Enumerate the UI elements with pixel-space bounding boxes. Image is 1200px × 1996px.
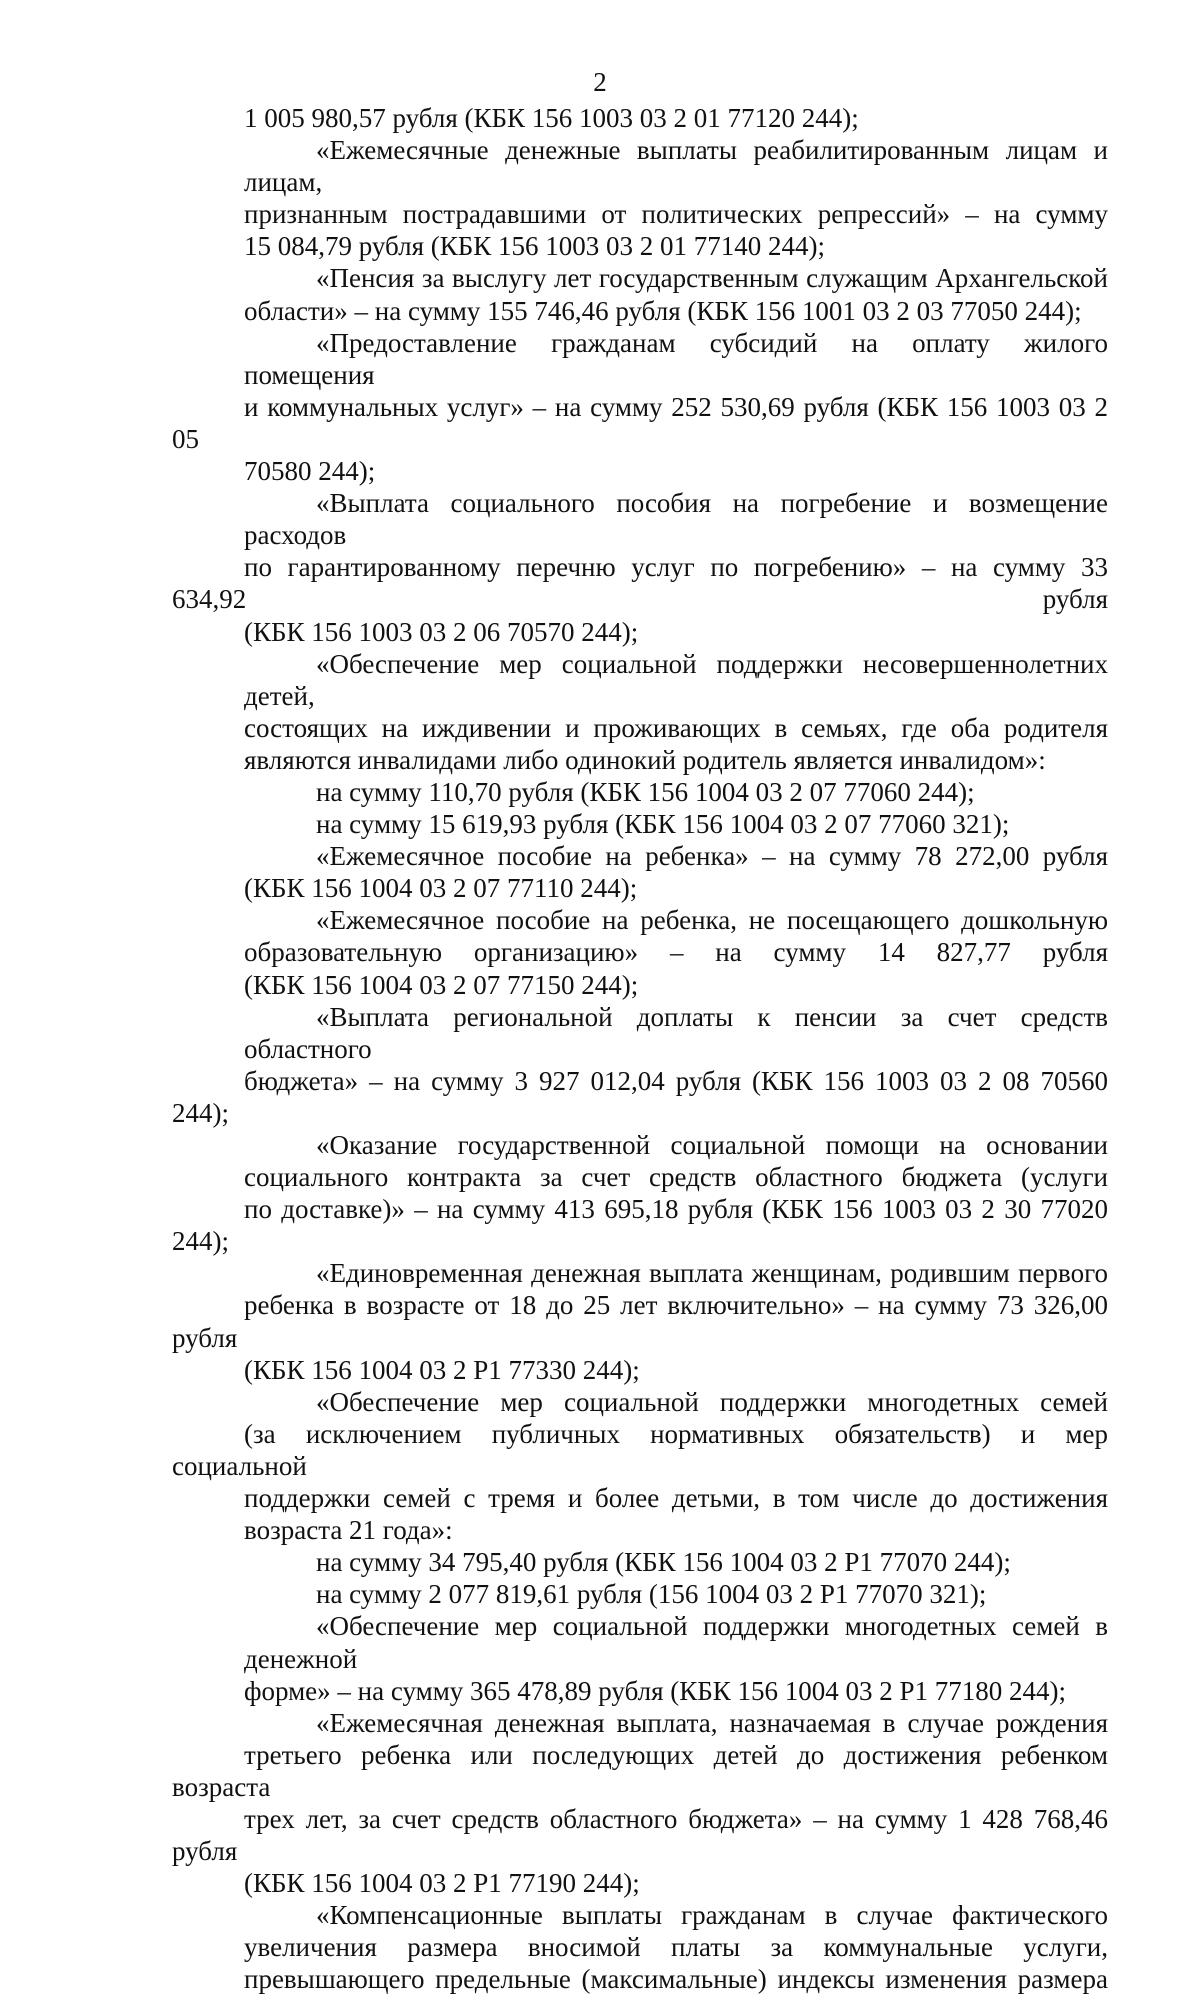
text-line: ребенка в возрасте от 18 до 25 лет включительно» – на сумму 73 326,00 рубля — [172, 1290, 1108, 1353]
text-line: «Оказание государственной социальной помощи на основании — [316, 1130, 1108, 1160]
paragraph — [172, 327, 1108, 487]
text-line: «Обеспечение мер социальной поддержки несовершеннолетних детей, — [244, 648, 1108, 711]
text-line: области» – на сумму 155 746,46 рубля (КБК 156 1001 03 2 03 77050 244); — [244, 295, 1082, 326]
text-line: состоящих на иждивении и проживающих в семьях, где оба родителя — [244, 712, 1108, 743]
paragraph — [172, 1610, 1108, 1706]
text-line: «Ежемесячные денежные выплаты реабилитированным лицам и лицам, — [244, 135, 1108, 198]
text-line: (КБК 156 1003 03 2 06 70570 244); — [244, 616, 639, 647]
paragraph — [172, 1001, 1108, 1129]
text-line: 15 084,79 рубля (КБК 156 1003 03 2 01 77140 244); — [244, 231, 826, 262]
text-line: 70580 244); — [244, 456, 376, 487]
text-line: «Компенсационные выплаты гражданам в случае фактического — [316, 1900, 1108, 1931]
text-line: увеличения размера вносимой платы за коммунальные услуги, — [244, 1932, 1108, 1963]
text-line: 1 005 980,57 рубля (КБК 156 1003 03 2 01 77120 244); — [244, 103, 859, 133]
text-line: «Обеспечение мер социальной поддержки многодетных семей — [316, 1386, 1108, 1417]
text-line: третьего ребенка или последующих детей до достижения ребенком возраста — [172, 1739, 1108, 1802]
text-line: (за исключением публичных нормативных обязательств) и мер социальной — [172, 1418, 1108, 1481]
text-line: образовательную организацию» – на сумму 14 827,77 рубля — [244, 937, 1108, 968]
text-line: по доставке)» – на сумму 413 695,18 рубля (КБК 156 1003 03 2 30 77020 244); — [172, 1194, 1108, 1257]
text-line: превышающего предельные (максимальные) индексы изменения размера — [244, 1964, 1108, 1995]
text-line: (КБК 156 1004 03 2 Р1 77190 244); — [244, 1868, 640, 1899]
paragraph — [172, 1129, 1108, 1257]
text-line: социального контракта за счет средств областного бюджета (услуги — [244, 1162, 1108, 1193]
text-line: (КБК 156 1004 03 2 Р1 77330 244); — [244, 1354, 640, 1385]
text-line: «Ежемесячная денежная выплата, назначаемая в случае рождения — [316, 1707, 1108, 1738]
paragraph — [172, 840, 1108, 904]
paragraph — [172, 1707, 1108, 1900]
text-line: являются инвалидами либо одинокий родитель является инвалидом»: — [244, 744, 1046, 775]
text-line: на сумму 15 619,93 рубля (КБК 156 1004 03 2 07 77060 321); — [316, 809, 1010, 840]
paragraph — [172, 102, 1108, 134]
text-line: возраста 21 года»: — [244, 1515, 453, 1546]
page-number: 2 — [593, 67, 607, 97]
text-line: форме» – на сумму 365 478,89 рубля (КБК 156 1004 03 2 Р1 77180 244); — [244, 1675, 1067, 1706]
text-line: «Ежемесячное пособие на ребенка» – на сумму 78 272,00 рубля — [316, 841, 1108, 872]
text-line: «Выплата региональной доплаты к пенсии за счет средств областного — [244, 1001, 1108, 1064]
paragraph — [172, 904, 1108, 1000]
text-line: признанным пострадавшими от политических репрессий» – на сумму — [244, 199, 1108, 230]
paragraph — [172, 1546, 1108, 1578]
paragraph — [172, 1257, 1108, 1385]
paragraph — [172, 487, 1108, 647]
paragraph — [172, 134, 1108, 262]
document-body — [172, 102, 1108, 1996]
text-line: «Единовременная денежная выплата женщинам, родившим первого — [316, 1258, 1108, 1289]
text-line: «Предоставление гражданам субсидий на оплату жилого помещения — [244, 327, 1108, 390]
text-line: на сумму 34 795,40 рубля (КБК 156 1004 03 2 Р1 77070 244); — [316, 1547, 1011, 1578]
text-line: и коммунальных услуг» – на сумму 252 530,69 рубля (КБК 156 1003 03 2 05 — [172, 391, 1108, 454]
paragraph — [172, 1899, 1108, 1995]
paragraph — [172, 776, 1108, 808]
text-line: на сумму 2 077 819,61 рубля (156 1004 03 2 Р1 77070 321); — [316, 1579, 987, 1610]
paragraph — [172, 262, 1108, 326]
text-line: (КБК 156 1004 03 2 07 77110 244); — [244, 873, 638, 904]
paragraph — [172, 1386, 1108, 1546]
text-line: трех лет, за счет средств областного бюджета» – на сумму 1 428 768,46 рубля — [172, 1803, 1108, 1867]
text-line: бюджета» – на сумму 3 927 012,04 рубля (КБК 156 1003 03 2 08 70560 244); — [172, 1065, 1108, 1128]
text-line: «Ежемесячное пособие на ребенка, не посещающего дошкольную — [316, 905, 1108, 936]
text-line: поддержки семей с тремя и более детьми, в том числе до достижения — [244, 1483, 1108, 1514]
text-line: (КБК 156 1004 03 2 07 77150 244); — [244, 969, 639, 1000]
text-line: на сумму 110,70 рубля (КБК 156 1004 03 2 07 77060 244); — [316, 776, 975, 807]
text-line: «Обеспечение мер социальной поддержки многодетных семей в денежной — [244, 1611, 1108, 1674]
paragraph — [172, 648, 1108, 776]
text-line: «Пенсия за выслугу лет государственным служащим Архангельской — [316, 263, 1108, 294]
text-line: «Выплата социального пособия на погребение и возмещение расходов — [244, 488, 1108, 551]
paragraph — [172, 1578, 1108, 1610]
text-line: по гарантированному перечню услуг по погребению» – на сумму 33 634,92 рубля — [172, 552, 1108, 615]
paragraph — [172, 808, 1108, 840]
